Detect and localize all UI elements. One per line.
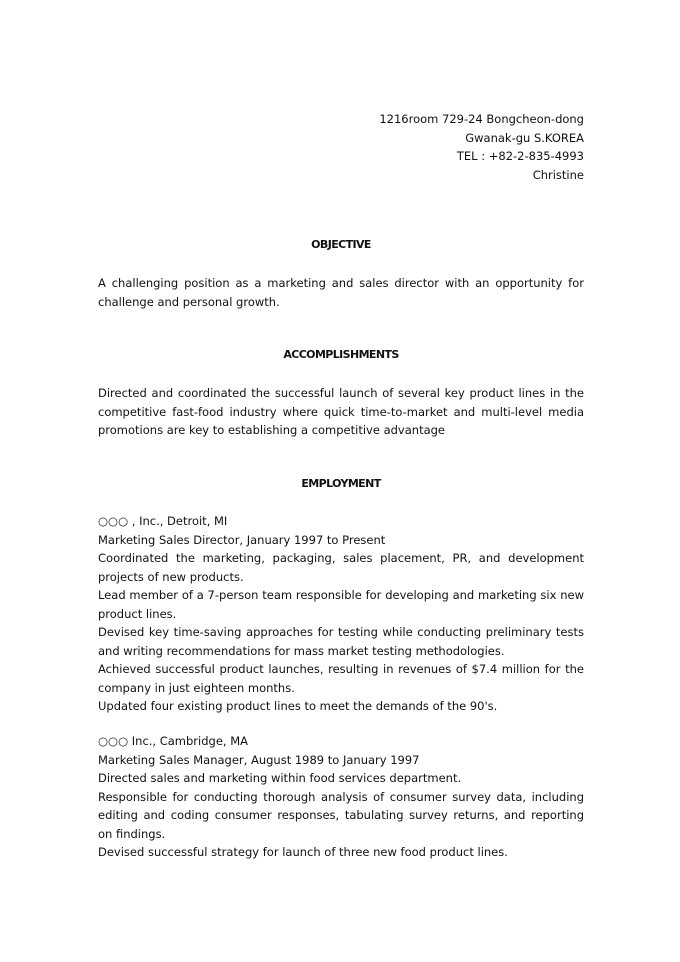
accomplishments-text: Directed and coordinated the successful launch of several key product lines in the competitive fast-food industry where quick time-to-market and multi-level media promotions are key to establishing a competitive advantage xyxy=(98,386,584,437)
job-duty: Achieved successful product launches, resulting in revenues of $7.4 million for the company in just eighteen months. xyxy=(98,662,584,695)
job-duty: Coordinated the marketing, packaging, sales placement, PR, and development projects of new products. xyxy=(98,551,584,584)
job-duty: Updated four existing product lines to meet the demands of the 90's. xyxy=(98,699,498,713)
objective-text: A challenging position as a marketing and sales director with an opportunity for challenge and personal growth. xyxy=(98,276,584,309)
job-entry xyxy=(98,732,584,862)
contact-block xyxy=(379,110,584,184)
job-duty: Lead member of a 7-person team responsible for developing and marketing six new product lines. xyxy=(98,588,584,621)
job-entry xyxy=(98,512,584,716)
job-company: ○○○ , Inc., Detroit, MI xyxy=(98,514,228,528)
job-title: Marketing Sales Manager, August 1989 to January 1997 xyxy=(98,752,420,767)
phone-number: TEL : +82-2-835-4993 xyxy=(456,149,584,163)
employment-heading: EMPLOYMENT xyxy=(301,477,381,490)
job-duty: Devised key time-saving approaches for testing while conducting preliminary tests and writing recommendations for mass market testing methodologies. xyxy=(98,625,584,658)
job-duty: Devised successful strategy for launch of three new food product lines. xyxy=(98,845,508,859)
job-duty: Responsible for conducting thorough analysis of consumer survey data, including editing and coding consumer responses, tabulating survey returns, and reporting on findings. xyxy=(98,789,584,841)
accomplishments-heading: ACCOMPLISHMENTS xyxy=(283,348,399,361)
address-line-1: 1216room 729-24 Bongcheon-dong xyxy=(379,112,584,126)
job-company: ○○○ Inc., Cambridge, MA xyxy=(98,734,249,748)
objective-heading: OBJECTIVE xyxy=(311,238,371,251)
job-title: Marketing Sales Director, January 1997 to Present xyxy=(98,532,386,547)
address-line-2: Gwanak-gu S.KOREA xyxy=(465,130,584,145)
job-duty: Directed sales and marketing within food services department. xyxy=(98,771,462,785)
applicant-name: Christine xyxy=(532,167,584,182)
